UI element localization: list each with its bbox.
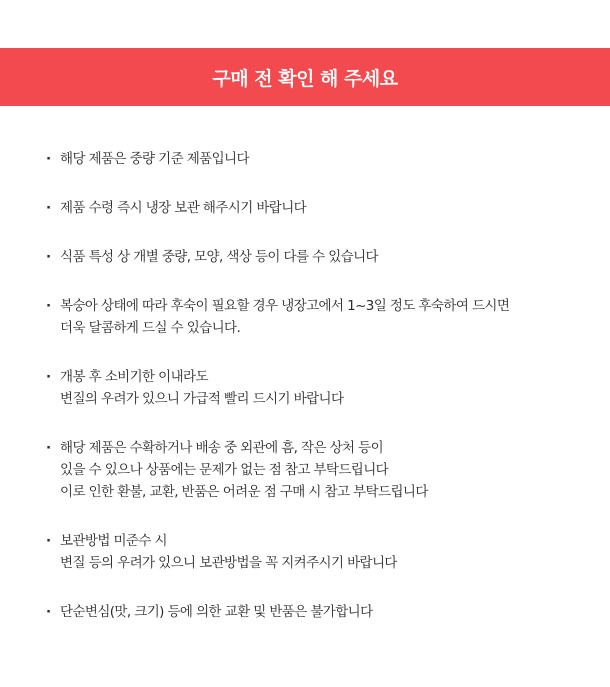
bullet-dot-icon: ·: [46, 533, 51, 549]
notice-line: 개봉 후 소비기한 이내라도: [60, 369, 208, 385]
bullet-dot-icon: ·: [46, 440, 51, 456]
notice-line: 더욱 달콤하게 드실 수 있습니다.: [60, 320, 241, 336]
notice-item: [46, 366, 586, 410]
notice-item: [46, 197, 586, 219]
bullet-dot-icon: ·: [46, 200, 51, 216]
notice-item: [46, 246, 586, 268]
notice-item: [46, 148, 586, 170]
notice-line: 복숭아 상태에 따라 후숙이 필요할 경우 냉장고에서 1~3일 정도 후숙하여 드시면: [60, 298, 510, 314]
notice-line: 해당 제품은 중량 기준 제품입니다: [60, 151, 249, 167]
banner-title: 구매 전 확인 해 주세요: [212, 67, 398, 90]
notice-item: [46, 437, 586, 503]
notice-list: [46, 148, 586, 650]
notice-line: 단순변심(맛, 크기) 등에 의한 교환 및 반품은 불가합니다: [60, 604, 373, 620]
bullet-dot-icon: ·: [46, 369, 51, 385]
notice-banner: [0, 48, 610, 106]
bullet-dot-icon: ·: [46, 604, 51, 620]
bullet-dot-icon: ·: [46, 249, 51, 265]
notice-line: 변질의 우려가 있으니 가급적 빨리 드시기 바랍니다: [60, 391, 344, 407]
notice-item: [46, 530, 586, 574]
notice-line: 식품 특성 상 개별 중량, 모양, 색상 등이 다를 수 있습니다: [60, 249, 378, 265]
notice-line: 이로 인한 환불, 교환, 반품은 어려운 점 구매 시 참고 부탁드립니다: [60, 484, 428, 500]
bullet-dot-icon: ·: [46, 151, 51, 167]
notice-item: [46, 601, 586, 623]
notice-line: 변질 등의 우려가 있으니 보관방법을 꼭 지켜주시기 바랍니다: [60, 555, 397, 571]
bullet-dot-icon: ·: [46, 298, 51, 314]
notice-line: 해당 제품은 수확하거나 배송 중 외관에 흠, 작은 상처 등이: [60, 440, 384, 456]
notice-line: 있을 수 있으나 상품에는 문제가 없는 점 참고 부탁드립니다: [60, 462, 389, 478]
notice-line: 보관방법 미준수 시: [60, 533, 167, 549]
notice-line: 제품 수령 즉시 냉장 보관 해주시기 바랍니다: [60, 200, 307, 216]
notice-item: [46, 295, 586, 339]
